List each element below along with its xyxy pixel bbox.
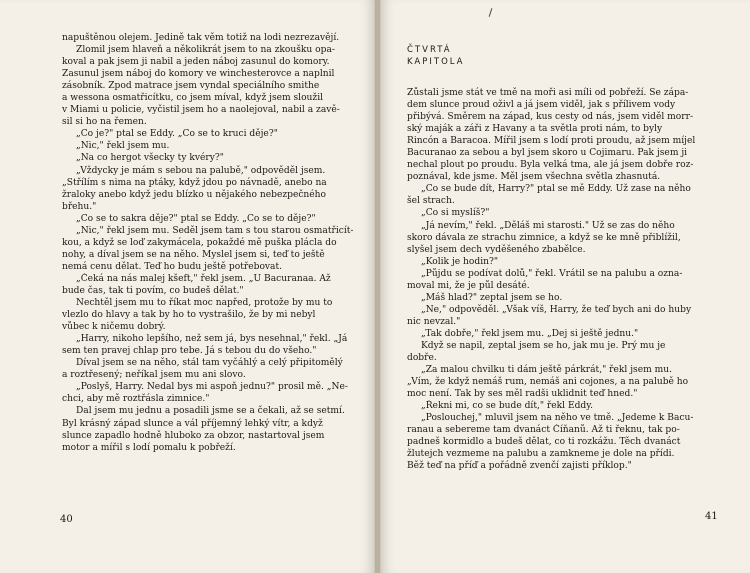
text-line: Rincón a Baracoa. Mířil jsem s lodí proti proudu, až jsem míjel: [407, 136, 696, 147]
chapter-heading: [407, 44, 465, 68]
text-line: ranau a sebereme tam dvanáct Číňanů. Až ti řeknu, tak po-: [407, 425, 680, 436]
text-line: zásobník. Zpod matrace jsem vyndal speciálního smithe: [62, 81, 320, 92]
text-line: a wessona osmatřicítku, co jsem míval, když jsem sloužil: [62, 93, 324, 104]
text-line: Zlomil jsem hlaveň a několikrát jsem to na zkoušku opa-: [76, 45, 335, 56]
text-line: přibývá. Směrem na západ, kus cesty od nás, jsem viděl morr-: [407, 112, 694, 123]
chapter-heading-line-1: ČTVRTÁ: [407, 45, 452, 55]
text-line: nic nevzal.": [407, 316, 461, 327]
left-page-number: 40: [60, 514, 73, 525]
text-line: Nechtěl jsem mu to říkat moc napřed, protože by mu to: [76, 298, 333, 309]
text-line: padneš kormidlo a budeš dělat, co ti rozkážu. Těch dvanáct: [407, 437, 681, 448]
right-page-number: 41: [705, 511, 718, 522]
left-page-text: [62, 32, 354, 454]
text-line: napuštěnou olejem. Jedině tak věm totiž na lodi nezrezavějí.: [62, 33, 340, 43]
text-line: „Ne," odpověděl. „Však víš, Harry, že teď bych ani do huby: [421, 304, 692, 315]
text-line: Když se napil, zeptal jsem se ho, jak mu je. Prý mu je: [421, 340, 666, 351]
text-line: slyšel jsem dech vyděšeného zbabělce.: [407, 244, 586, 255]
text-line: „Harry, nikoho lepšího, než sem já, bys nesehnal," řekl. „Já: [76, 334, 348, 345]
text-line: motor a mířil s lodí pomalu k pobřeží.: [62, 442, 236, 453]
text-line: „Co si myslíš?": [421, 208, 490, 219]
text-line: bude čas, tak ti povím, co budeš dělat.": [62, 285, 244, 296]
text-line: „Vždycky je mám s sebou na palubě," odpověděl jsem.: [76, 165, 326, 176]
text-line: Byl krásný západ slunce a vál příjemný lehký vítr, a když: [62, 418, 323, 429]
text-line: slunce zapadlo hodně hluboko za obzor, nastartoval jsem: [62, 430, 325, 441]
text-line: poznával, kde jsme. Měl jsem všechna světla zhasnutá.: [407, 172, 661, 183]
text-line: „Máš hlad?" zeptal jsem se ho.: [421, 292, 563, 303]
text-line: moc není. Tak by ses měl radši uklidnit teď hned.": [407, 389, 638, 400]
text-line: žraloky anebo když jedu blízko u nějakého nebezpečného: [62, 189, 326, 200]
text-line: „Střílím s nima na ptáky, když jdou po návnadě, anebo na: [62, 177, 327, 188]
text-line: „Poslouchej," mluvil jsem na něho ve tmě. „Jedeme k Bacu-: [421, 413, 694, 424]
text-line: v Miami u policie, vyčistil jsem ho a naolejoval, nabil a zavě-: [62, 105, 340, 116]
text-line: „Co se bude dít, Harry?" ptal se mě Eddy. Už zase na něho: [421, 184, 691, 195]
text-line: chci, aby mě roztřásla zimnice.": [62, 394, 210, 405]
text-line: „Tak dobře," řekl jsem mu. „Dej si ještě jednu.": [421, 328, 639, 339]
text-line: vlezlo do hlavy a tak by ho to vystrašilo, že by mi nebyl: [62, 310, 316, 321]
text-line: nemá cenu dělat. Teď ho budu ještě potřebovat.: [62, 261, 283, 272]
text-line: Díval jsem se na něho, stál tam vyčáhlý a celý připitomělý: [76, 358, 343, 369]
text-line: „Co se to sakra děje?" ptal se Eddy. „Co se to děje?": [76, 213, 316, 224]
text-line: dem slunce proud oživl a já jsem viděl, jak s přílivem vody: [407, 100, 676, 111]
text-line: „Čeká na nás malej kšeft," řekl jsem. „U Bacuranaa. Až: [76, 273, 331, 284]
text-line: sil si ho na řemen.: [62, 117, 147, 128]
text-line: „Půjdu se podívat dolů," řekl. Vrátil se na palubu a ozna-: [421, 268, 683, 279]
text-line: sem ten pravej chlap pro tebe. Já s tebou du do všeho.": [62, 346, 317, 357]
text-line: „Kolik je hodin?": [421, 256, 499, 267]
text-line: „Na co hergot všecky ty kvéry?": [76, 153, 224, 164]
right-page: [380, 0, 750, 573]
text-line: nechal plout po proudu. Byla velká tma, ale já jsem dobře roz-: [407, 160, 694, 171]
text-line: „Nic," řekl jsem mu.: [76, 141, 170, 152]
text-line: „Já nevím," řekl. „Děláš mi starosti." Už se zas do něho: [421, 220, 675, 231]
text-line: moval mi, že je půl desáté.: [407, 280, 530, 291]
text-line: Zůstali jsme stát ve tmě na moři asi míli od pobřeží. Se zápa-: [407, 88, 689, 98]
text-line: „Co je?" ptal se Eddy. „Co se to kruci děje?": [76, 129, 278, 140]
text-line: Zasunul jsem náboj do komory ve winchesterovce a naplnil: [62, 69, 335, 80]
text-line: ský maják a záři z Havany a ta světla proti nám, to byly: [407, 124, 663, 135]
text-line: vůbec k ničemu dobrý.: [62, 322, 166, 333]
text-line: Běž teď na příď a pořádně zvenčí zajisti příklop.": [407, 461, 632, 472]
text-line: šel strach.: [407, 196, 455, 207]
text-line: Dal jsem mu jednu a posadili jsme se a čekali, až se setmí.: [76, 406, 345, 417]
text-line: žlutejch vezmeme na palubu a zamkneme je dole na přídi.: [407, 449, 675, 460]
text-line: kou, a když se loď zakymácela, pokaždé mě puška plácla do: [62, 237, 337, 248]
right-page-text: [407, 87, 705, 473]
text-line: nohy, a díval jsem se na něho. Myslel jsem si, teď to ještě: [62, 249, 325, 260]
text-line: „Poslyš, Harry. Nedal bys mi aspoň jednu?" prosil mě. „Ne-: [76, 382, 348, 393]
text-line: Bacuranao za sebou a byl jsem skoro u Cojimaru. Pak jsem ji: [407, 148, 688, 159]
chapter-heading-line-2: KAPITOLA: [407, 57, 465, 67]
text-line: koval a pak jsem ji nabil a jeden náboj zasunul do komory.: [62, 57, 330, 68]
text-line: „Vím, že když nemáš rum, nemáš ani cojones, a na palubě ho: [407, 377, 689, 388]
text-line: „Za malou chvilku ti dám ještě párkrát," řekl jsem mu.: [421, 365, 672, 376]
text-line: břehu.": [62, 201, 97, 212]
text-line: „Řekni mi, co se bude dít," řekl Eddy.: [421, 401, 594, 412]
text-line: skoro dávala ze strachu zimnice, a když se ke mně přiblížil,: [407, 232, 681, 243]
text-line: a roztřesený; neříkal jsem mu ani slovo.: [62, 370, 246, 381]
text-line: dobře.: [407, 353, 437, 364]
text-line: „Nic," řekl jsem mu. Seděl jsem tam s tou starou osmatřicít-: [76, 225, 354, 236]
